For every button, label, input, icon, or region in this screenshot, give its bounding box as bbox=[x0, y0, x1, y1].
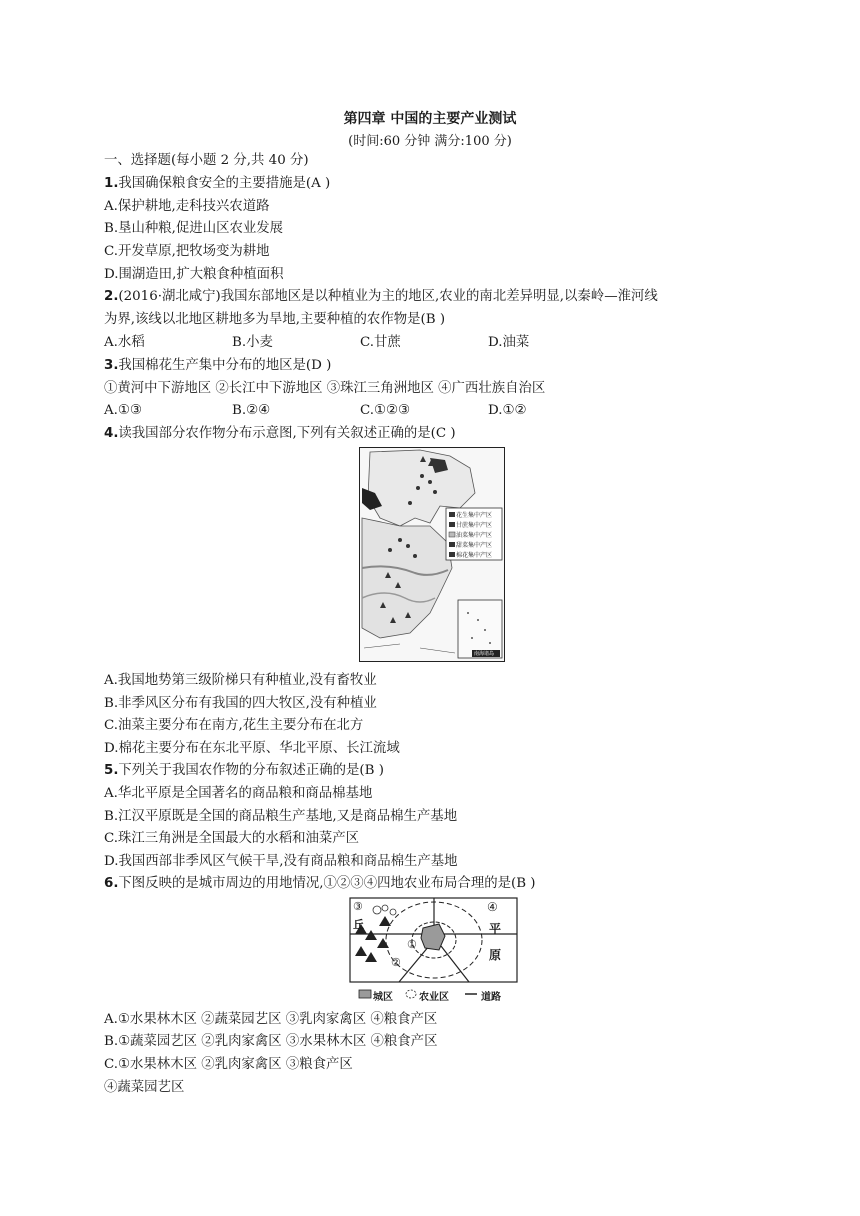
option-c: C.①水果林木区 ②乳肉家禽区 ③粮食产区 bbox=[104, 1057, 353, 1072]
option-d: D.围湖造田,扩大粮食种植面积 bbox=[104, 267, 284, 282]
crop-distribution-map bbox=[359, 447, 505, 662]
legend-farm: 农业区 bbox=[419, 992, 449, 1003]
option-d: D.我国西部非季风区气候干旱,没有商品粮和商品棉生产基地 bbox=[104, 854, 458, 869]
option-d: D.①② bbox=[488, 403, 527, 418]
option-d: D.棉花主要分布在东北平原、华北平原、长江流域 bbox=[104, 741, 400, 756]
option-d: D.油菜 bbox=[488, 335, 530, 350]
question-1 bbox=[104, 175, 330, 193]
legend-rapeseed: 油菜集中产区 bbox=[456, 532, 493, 539]
section-heading: 一、选择题(每小题 2 分,共 40 分) bbox=[104, 153, 309, 168]
option-c: C.珠江三角洲是全国最大的水稻和油菜产区 bbox=[104, 831, 360, 846]
question-stem: 我国棉花生产集中分布的地区是(D ) bbox=[118, 358, 332, 373]
land-use-diagram bbox=[349, 896, 519, 1004]
inset-label: 南海诸岛 bbox=[474, 651, 495, 657]
option-c: C.甘蔗 bbox=[360, 335, 401, 350]
question-4 bbox=[104, 425, 456, 443]
option-c-cont: ④蔬菜园艺区 bbox=[104, 1080, 185, 1095]
option-a: A.华北平原是全国著名的商品粮和商品棉基地 bbox=[104, 786, 373, 801]
option-a: A.①③ bbox=[104, 403, 142, 418]
label-plain-1: 平 bbox=[489, 922, 502, 936]
question-stem: 我国确保粮食安全的主要措施是(A ) bbox=[118, 176, 331, 191]
option-a: A.水稻 bbox=[104, 335, 145, 350]
option-a: A.我国地势第三级阶梯只有种植业,没有畜牧业 bbox=[104, 673, 377, 688]
question-3 bbox=[104, 357, 331, 375]
option-c: C.①②③ bbox=[360, 403, 411, 418]
option-b: B.垦山种粮,促进山区农业发展 bbox=[104, 221, 284, 236]
label-2: ② bbox=[391, 956, 401, 969]
legend-peanut: 花生集中产区 bbox=[456, 512, 493, 519]
option-c: C.油菜主要分布在南方,花生主要分布在北方 bbox=[104, 718, 364, 733]
question-number: 6. bbox=[104, 876, 119, 891]
label-4: ④ bbox=[487, 900, 498, 914]
option-b: B.②④ bbox=[232, 403, 271, 418]
option-a: A.保护耕地,走科技兴农道路 bbox=[104, 199, 270, 214]
label-3: ③ bbox=[353, 900, 363, 913]
question-number: 2. bbox=[104, 289, 119, 304]
question-number: 4. bbox=[104, 426, 119, 441]
question-stem: 读我国部分农作物分布示意图,下列有关叙述正确的是(C ) bbox=[118, 426, 456, 441]
question-5 bbox=[104, 762, 384, 780]
options-row bbox=[104, 334, 616, 352]
question-2 bbox=[104, 288, 658, 306]
legend-cotton: 棉花集中产区 bbox=[456, 552, 493, 559]
exam-info: (时间:60 分钟 满分:100 分) bbox=[348, 134, 512, 149]
question-stem: 下列关于我国农作物的分布叙述正确的是(B ) bbox=[118, 763, 384, 778]
map-legend bbox=[456, 511, 492, 561]
option-a: A.①水果林木区 ②蔬菜园艺区 ③乳肉家禽区 ④粮食产区 bbox=[104, 1012, 438, 1027]
question-number: 5. bbox=[104, 763, 119, 778]
legend-sugarcane: 甘蔗集中产区 bbox=[456, 522, 493, 529]
legend-road: 道路 bbox=[481, 992, 501, 1003]
option-b: B.①蔬菜园艺区 ②乳肉家禽区 ③水果林木区 ④粮食产区 bbox=[104, 1034, 438, 1049]
label-plain-2: 原 bbox=[489, 948, 502, 962]
option-c: C.开发草原,把牧场变为耕地 bbox=[104, 244, 270, 259]
options-row bbox=[104, 402, 616, 420]
page-title: 第四章 中国的主要产业测试 bbox=[343, 111, 517, 127]
question-number: 1. bbox=[104, 176, 119, 191]
question-6 bbox=[104, 875, 536, 893]
question-stem: (2016·湖北咸宁)我国东部地区是以种植业为主的地区,农业的南北差异明显,以秦岭—淮河线 bbox=[118, 289, 658, 304]
option-b: B.江汉平原既是全国的商品粮生产基地,又是商品棉生产基地 bbox=[104, 809, 458, 824]
question-stem: 下图反映的是城市周边的用地情况,①②③④四地农业布局合理的是(B ) bbox=[118, 876, 536, 891]
legend-sugarbeet: 甜菜集中产区 bbox=[456, 542, 493, 549]
option-b: B.小麦 bbox=[232, 335, 273, 350]
question-stem-cont: 为界,该线以北地区耕地多为旱地,主要种植的农作物是(B ) bbox=[104, 312, 446, 327]
label-1: ① bbox=[407, 938, 417, 951]
legend-city: 城区 bbox=[373, 992, 393, 1003]
label-hill: 丘 bbox=[353, 918, 364, 931]
question-items: ①黄河中下游地区 ②长江中下游地区 ③珠江三角洲地区 ④广西壮族自治区 bbox=[104, 381, 546, 396]
option-b: B.非季风区分布有我国的四大牧区,没有种植业 bbox=[104, 696, 377, 711]
question-number: 3. bbox=[104, 358, 119, 373]
